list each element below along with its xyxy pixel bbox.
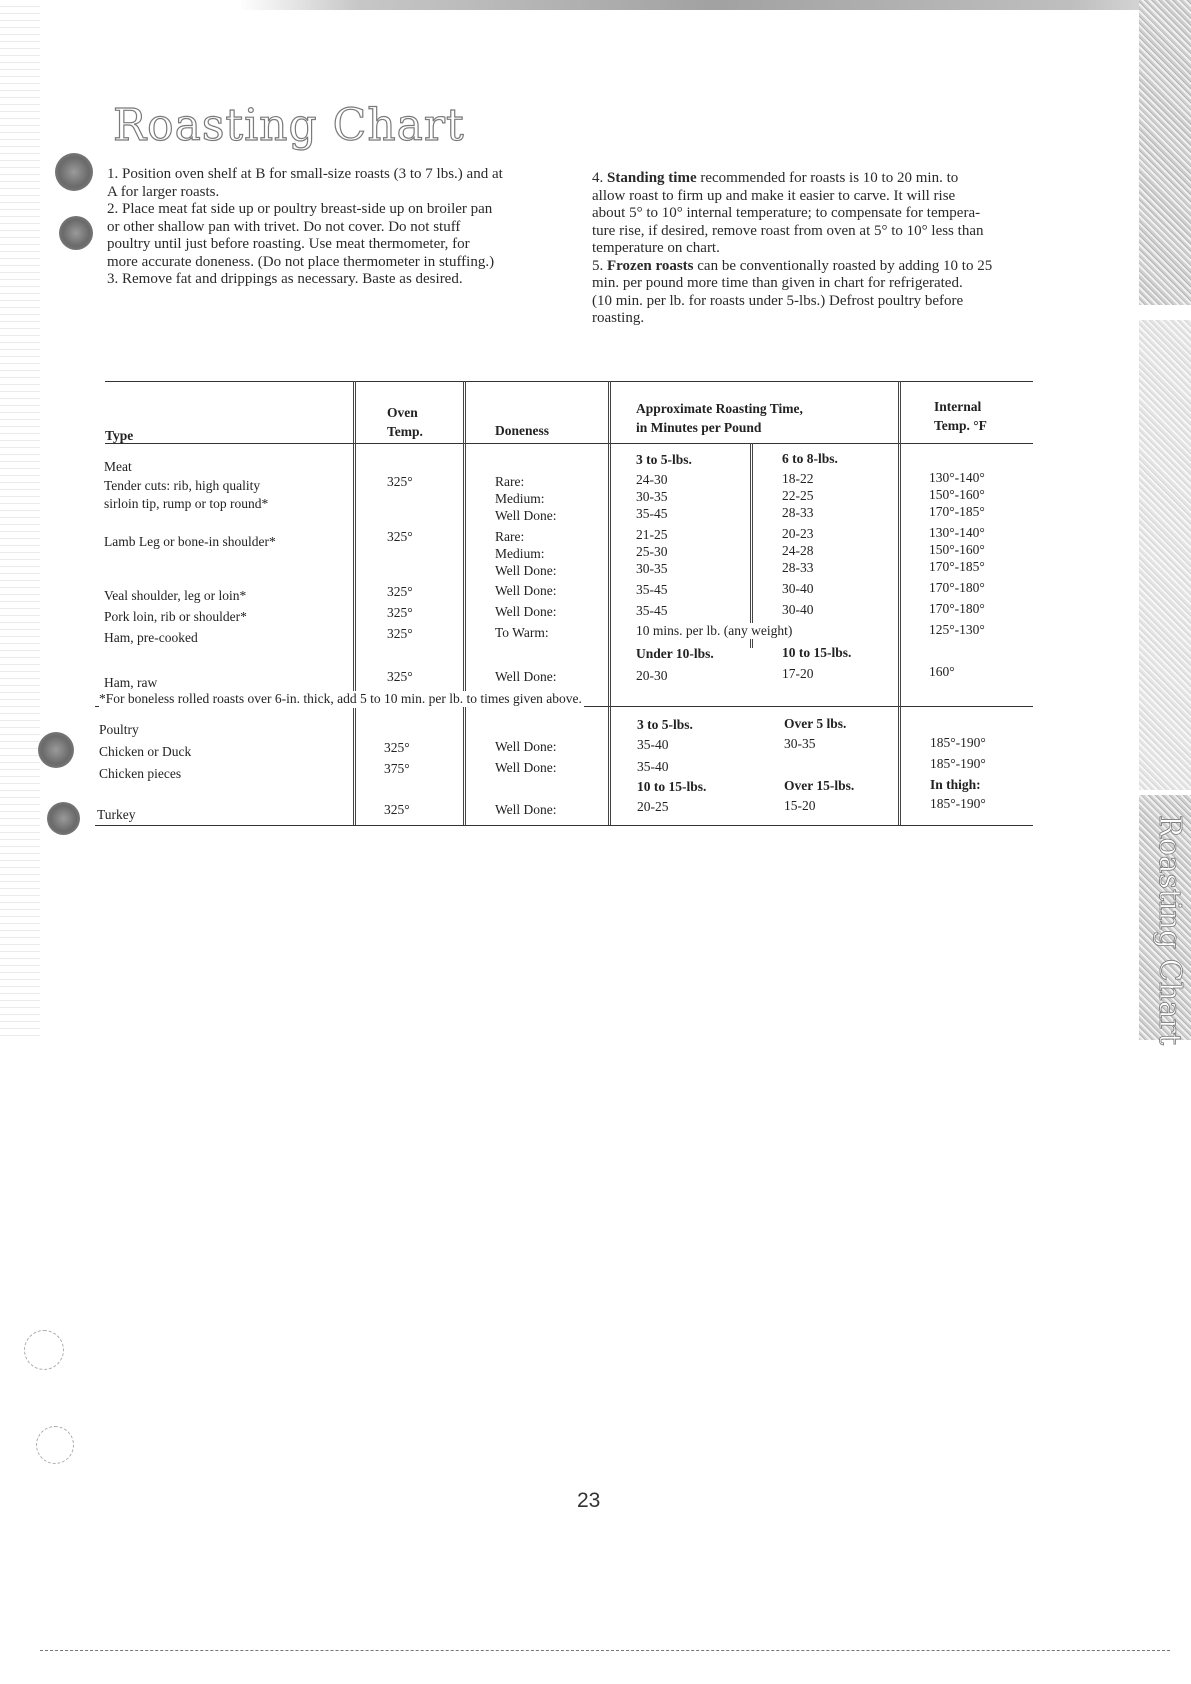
weight-header: Over 5 lbs. [784,716,847,731]
roast-time: 24-28 [782,543,814,558]
roast-time: 20-25 [637,799,669,814]
roast-time: 28-33 [782,505,814,520]
oven-temp: 325° [384,802,410,817]
instruction-line: more accurate doneness. (Do not place thermometer in stuffing.) [107,253,495,270]
roast-time: 18-22 [782,471,814,486]
standing-time-label: Standing time [607,170,697,186]
roast-time: 20-30 [636,668,668,683]
item-number: 5. [592,257,607,274]
instruction-line: 2. Place meat fat side up or poultry breast-side up on broiler pan [107,201,493,217]
row-type: Chicken or Duck [99,744,192,759]
doneness: Well Done: [495,739,557,754]
internal-temp: 170°-180° [929,601,985,616]
doneness: Well Done: [495,760,557,775]
instruction-line: min. per pound more time than given in chart for refrigerated. [592,275,963,291]
page-title: Roasting Chart [113,100,465,151]
roast-time: 28-33 [782,560,814,575]
instruction-line: 3. Remove fat and drippings as necessary. Baste as desired. [107,271,463,287]
instructions-left [107,166,577,289]
doneness: Well Done: [495,508,557,523]
internal-temp: 130°-140° [929,470,985,485]
doneness: Medium: [495,491,545,506]
weight-header: 3 to 5-lbs. [637,717,693,732]
header-time-unit: in Minutes per Pound [636,420,762,435]
internal-temp: 150°-160° [929,542,985,557]
instruction-line: or other shallow pan with trivet. Do not cover. Do not stuff [107,218,461,235]
row-type: Turkey [97,807,136,822]
roast-time: 30-35 [636,561,668,576]
table-top-rule [105,381,1033,382]
doneness: Well Done: [495,583,557,598]
roast-time: 21-25 [636,527,668,542]
scan-edge-bottom [40,1650,1170,1651]
row-type: Veal shoulder, leg or loin* [104,588,247,603]
row-type: Tender cuts: rib, high quality [104,478,261,493]
table-footnote: *For boneless rolled roasts over 6-in. thick, add 5 to 10 min. per lb. to times given above. [99,691,582,706]
internal-temp: 170°-185° [929,559,985,574]
oven-temp: 325° [387,474,413,489]
doneness: Well Done: [495,604,557,619]
internal-temp: 150°-160° [929,487,985,502]
doneness: Medium: [495,546,545,561]
oven-temp: 325° [387,584,413,599]
page-number: 23 [577,1489,601,1512]
frozen-roasts-label: Frozen roasts [607,257,694,274]
instruction-line: 1. Position oven shelf at B for small-size roasts (3 to 7 lbs.) and at [107,166,503,182]
oven-temp: 325° [387,669,413,684]
row-type: Ham, pre-cooked [104,630,198,645]
table-bottom-rule [95,825,1033,826]
binder-hole-icon [38,732,74,768]
row-type: sirloin tip, rump or top round* [104,496,269,511]
internal-temp: 185°-190° [930,796,986,811]
roast-time: 35-45 [636,603,668,618]
instruction-line: ture rise, if desired, remove roast from oven at 5° to 10° less than [592,222,984,239]
internal-temp: 185°-190° [930,756,986,771]
roast-time: 25-30 [636,544,668,559]
roast-time: 24-30 [636,472,668,487]
binder-hole-icon [24,1330,64,1370]
internal-temp: 125°-130° [929,622,985,637]
weight-header: 10 to 15-lbs. [637,779,707,794]
weight-header: 3 to 5-lbs. [636,452,692,467]
weight-header: 10 to 15-lbs. [782,645,852,660]
row-type: Chicken pieces [99,766,182,781]
internal-temp: 170°-180° [929,580,985,595]
table-column-rule [750,443,753,648]
section-poultry: Poultry [99,722,139,737]
oven-temp: 325° [387,626,413,641]
instruction-line: about 5° to 10° internal temperature; to compensate for tempera- [592,205,981,221]
oven-temp: 325° [387,529,413,544]
doneness: Well Done: [495,802,557,817]
internal-temp: 170°-185° [929,504,985,519]
roast-time: 17-20 [782,666,814,681]
doneness: Well Done: [495,563,557,578]
doneness: Rare: [495,474,525,489]
binder-hole-icon [59,216,93,250]
item-number: 4. [592,170,607,186]
instruction-line: poultry until just before roasting. Use meat thermometer, for [107,236,470,252]
internal-temp: 185°-190° [930,735,986,750]
doneness: To Warm: [495,625,549,640]
header-type: Type [105,428,134,443]
instruction-text: can be conventionally roasted by adding 10 to 25 [693,257,993,274]
oven-temp: 375° [384,761,410,776]
header-internal: Internal [934,399,982,414]
table-column-rule [608,381,611,825]
oven-temp: 325° [384,740,410,755]
roast-time: 30-40 [782,602,814,617]
roast-time: 22-25 [782,488,814,503]
roast-time: 35-40 [637,759,669,774]
roast-time: 15-20 [784,798,816,813]
side-tab-gradient [1139,320,1191,790]
binder-hole-icon [47,802,80,835]
header-doneness: Doneness [495,423,550,438]
doneness: Rare: [495,529,525,544]
instruction-line: allow roast to firm up and make it easier to carve. It will rise [592,187,956,204]
header-oven: Oven [387,405,418,420]
header-time: Approximate Roasting Time, [636,401,803,416]
row-type: Pork loin, rib or shoulder* [104,609,247,624]
instruction-line: temperature on chart. [592,240,720,256]
header-internal-temp: Temp. °F [934,418,987,433]
oven-temp: 325° [387,605,413,620]
internal-temp: 130°-140° [929,525,985,540]
roast-time: 30-40 [782,581,814,596]
roast-time: 35-40 [637,737,669,752]
weight-header: In thigh: [930,777,981,792]
table-column-rule [353,381,356,694]
side-tab-previous [1139,0,1191,305]
roast-time: 35-45 [636,506,668,521]
internal-temp: 160° [929,664,955,679]
roast-time: 30-35 [636,489,668,504]
roast-time: 20-23 [782,526,814,541]
instruction-line: A for larger roasts. [107,183,220,200]
instruction-line: roasting. [592,310,645,326]
section-meat: Meat [104,459,132,474]
weight-header: 6 to 8-lbs. [782,451,838,466]
doneness: Well Done: [495,669,557,684]
instruction-4 [592,170,1032,188]
table-header-rule [105,443,1033,444]
scan-edge-left [0,0,40,1040]
table-column-rule [353,708,356,825]
binder-hole-icon [55,153,93,191]
roast-time: 35-45 [636,582,668,597]
weight-header: Under 10-lbs. [636,646,714,661]
instruction-line: (10 min. per lb. for roasts under 5-lbs.) Defrost poultry before [592,292,964,309]
header-oven-temp: Temp. [387,424,423,439]
instruction-text: recommended for roasts is 10 to 20 min. to [696,170,959,186]
instructions-right [592,170,1032,328]
roast-time: 10 mins. per lb. (any weight) [636,623,793,638]
table-column-rule [898,381,901,825]
instruction-5 [592,258,1032,276]
roast-time: 30-35 [784,736,816,751]
row-type: Lamb Leg or bone-in shoulder* [104,534,276,549]
weight-header: Over 15-lbs. [784,778,855,793]
binder-hole-icon [36,1426,74,1464]
row-type: Ham, raw [104,675,158,690]
table-column-rule [463,381,466,825]
side-tab-label: Roasting Chart [1152,815,1187,1046]
scan-edge-top [0,0,1191,10]
